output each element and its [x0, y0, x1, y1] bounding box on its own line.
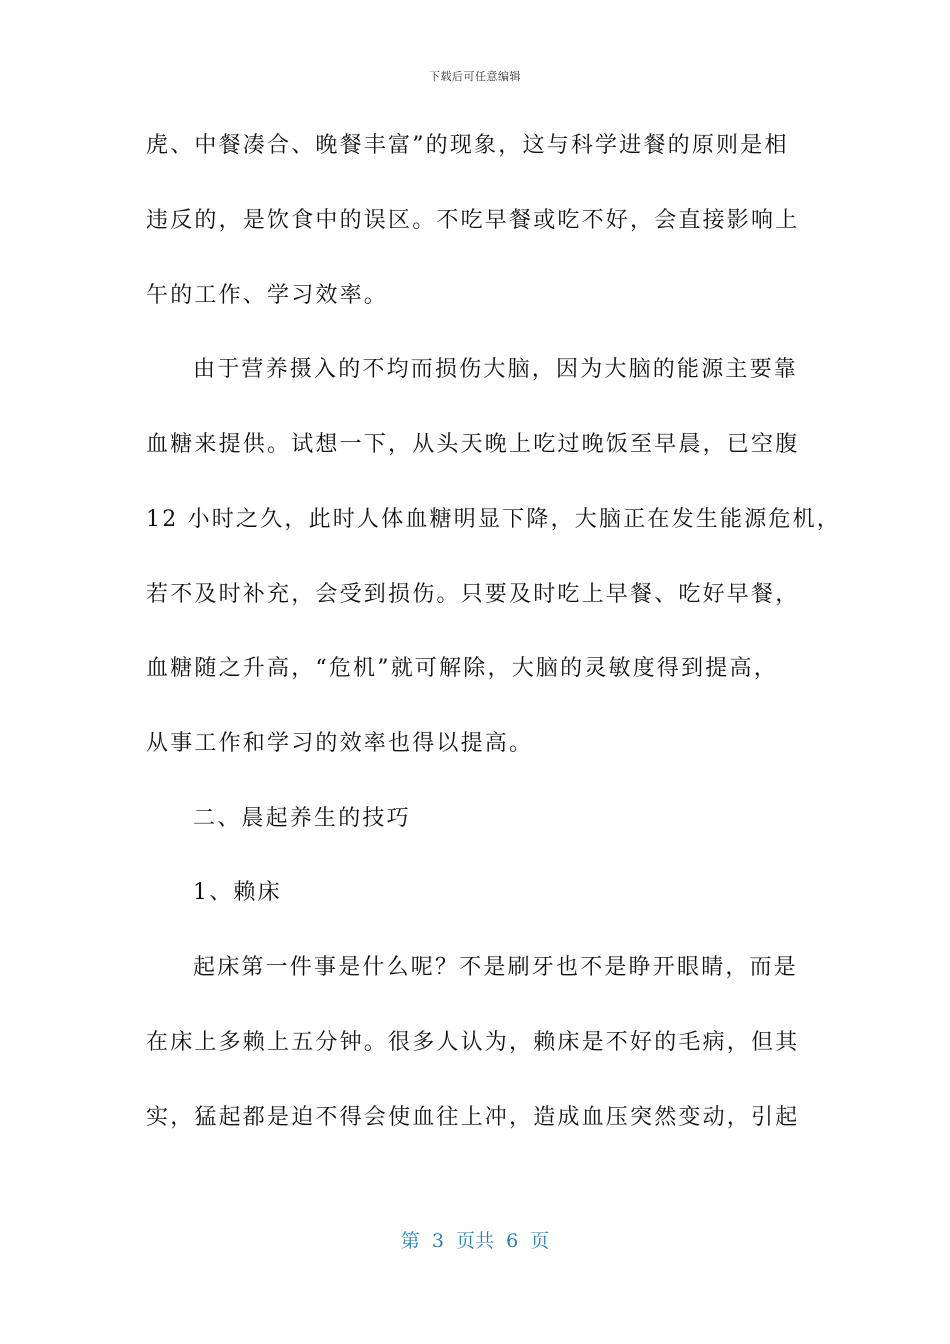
text-line: 虎、中餐凑合、晚餐丰富”的现象，这与科学进餐的原则是相 — [146, 133, 789, 158]
page-number: 第 3 页共 6 页 — [400, 1230, 550, 1252]
section-heading: 二、晨起养生的技巧 — [193, 806, 411, 831]
text-line: 12 小时之久，此时人体血糖明显下降，大脑正在发生能源危机， — [146, 507, 841, 532]
text-line: 从事工作和学习的效率也得以提高。 — [146, 731, 534, 756]
text-line: 实，猛起都是迫不得会使血往上冲，造成血压突然变动，引起 — [146, 1105, 800, 1130]
text-line: 起床第一件事是什么呢？不是刷牙也不是睁开眼睛，而是 — [193, 955, 799, 980]
text-line: 午的工作、学习效率。 — [146, 283, 389, 308]
text-line: 血糖随之升高，“危机”就可解除，大脑的灵敏度得到提高， — [146, 656, 778, 681]
text-line: 在床上多赖上五分钟。很多人认为，赖床是不好的毛病，但其 — [146, 1030, 800, 1055]
text-line: 若不及时补充，会受到损伤。只要及时吃上早餐、吃好早餐， — [146, 582, 800, 607]
text-line: 违反的，是饮食中的误区。不吃早餐或吃不好，会直接影响上 — [146, 208, 800, 233]
subsection-heading: 1、赖床 — [193, 880, 282, 905]
header-note: 下载后可任意编辑 — [429, 70, 521, 83]
text-line: 血糖来提供。试想一下，从头天晚上吃过晚饭至早晨，已空腹 — [146, 432, 800, 457]
text-line: 由于营养摄入的不均而损伤大脑，因为大脑的能源主要靠 — [193, 357, 799, 382]
